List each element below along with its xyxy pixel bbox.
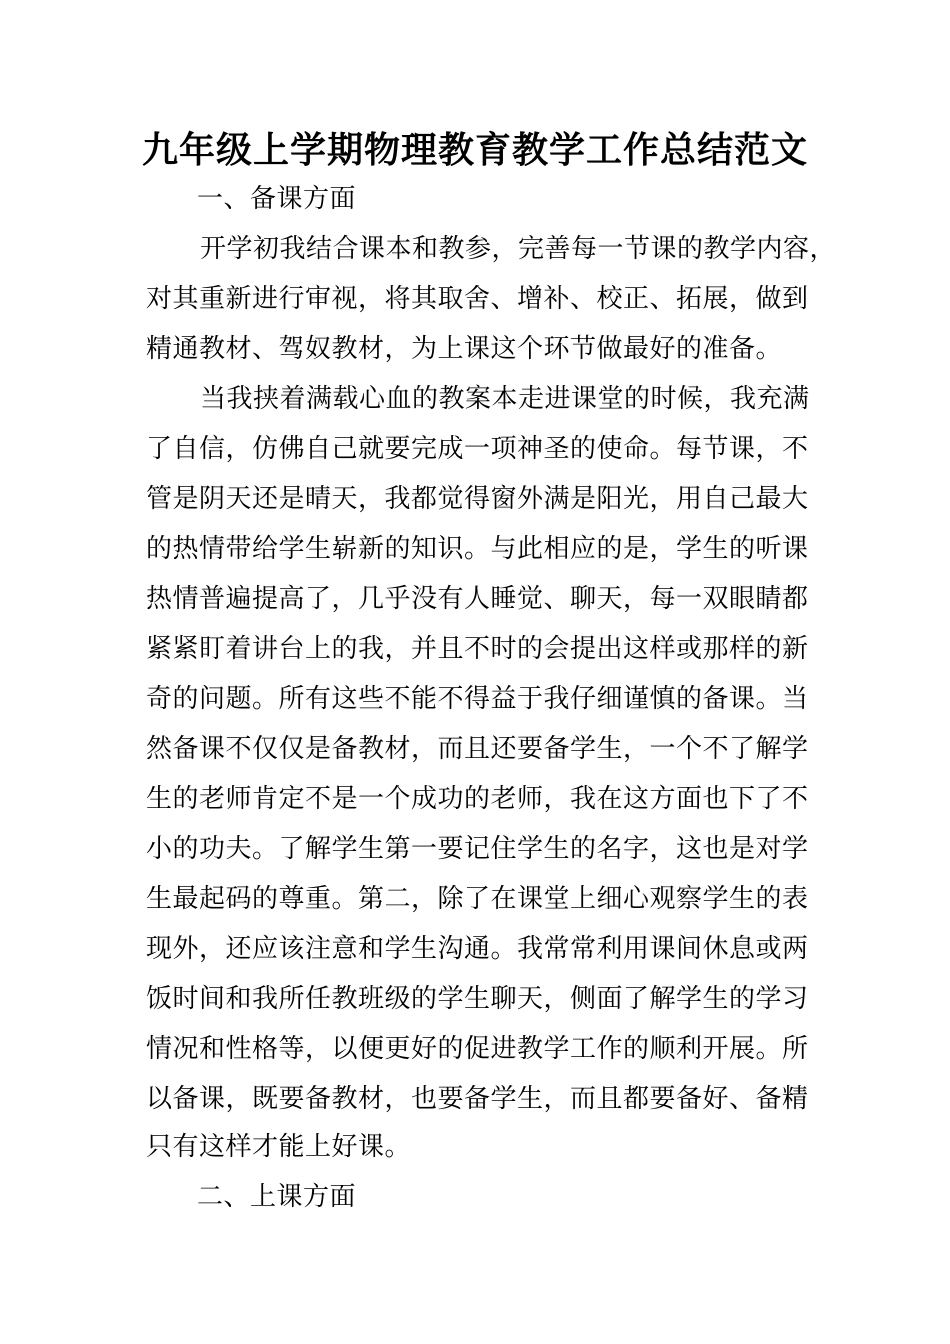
paragraph-line: 以备课，既要备教材，也要备学生，而且都要备好、备精	[146, 1084, 809, 1114]
paragraph-line: 饭时间和我所任教班级的学生聊天，侧面了解学生的学习	[146, 984, 809, 1014]
paragraph-line: 小的功夫。了解学生第一要记住学生的名字，这也是对学	[146, 834, 809, 864]
paragraph-line: 开学初我结合课本和教参，完善每一节课的教学内容，	[200, 234, 837, 264]
paragraph-line: 然备课不仅仅是备教材，而且还要备学生，一个不了解学	[146, 734, 809, 764]
paragraph-line: 现外，还应该注意和学生沟通。我常常利用课间休息或两	[146, 934, 809, 964]
paragraph-line: 只有这样才能上好课。	[146, 1132, 412, 1162]
paragraph-line: 了自信，仿佛自己就要完成一项神圣的使命。每节课，不	[146, 434, 809, 464]
paragraph-line: 生最起码的尊重。第二，除了在课堂上细心观察学生的表	[146, 884, 809, 914]
paragraph-line: 的热情带给学生崭新的知识。与此相应的是，学生的听课	[146, 534, 809, 564]
paragraph-line: 对其重新进行审视，将其取舍、增补、校正、拓展，做到	[146, 284, 809, 314]
section-heading-lesson-prep: 一、备课方面	[197, 184, 357, 214]
section-heading-teaching: 二、上课方面	[197, 1182, 357, 1212]
paragraph-line: 奇的问题。所有这些不能不得益于我仔细谨慎的备课。当	[146, 684, 809, 714]
paragraph-line: 热情普遍提高了，几乎没有人睡觉、聊天，每一双眼睛都	[146, 584, 809, 614]
paragraph-line: 生的老师肯定不是一个成功的老师，我在这方面也下了不	[146, 784, 809, 814]
paragraph-line: 紧紧盯着讲台上的我，并且不时的会提出这样或那样的新	[146, 634, 809, 664]
paragraph-line: 当我挟着满载心血的教案本走进课堂的时候，我充满	[200, 384, 810, 414]
document-title: 九年级上学期物理教育教学工作总结范文	[141, 130, 808, 171]
paragraph-line: 管是阴天还是晴天，我都觉得窗外满是阳光，用自己最大	[146, 484, 809, 514]
paragraph-line: 情况和性格等，以便更好的促进教学工作的顺利开展。所	[146, 1034, 809, 1064]
paragraph-line: 精通教材、驾奴教材，为上课这个环节做最好的准备。	[146, 334, 783, 364]
